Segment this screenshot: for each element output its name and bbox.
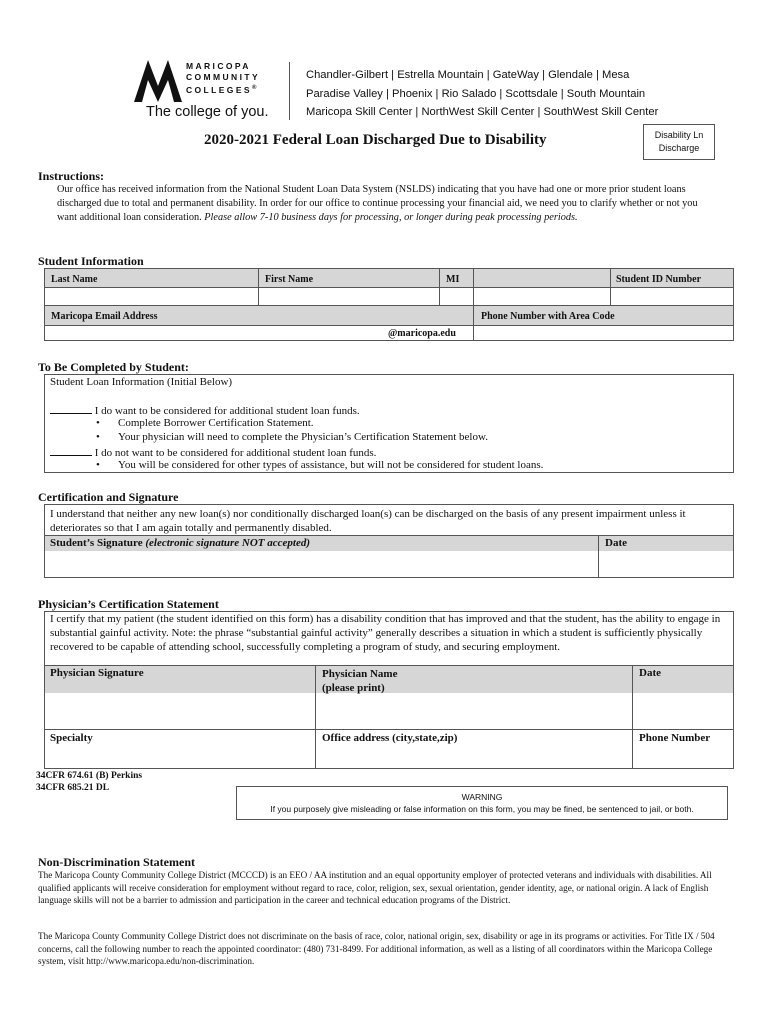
header-divider (289, 62, 290, 120)
student-date-label: Date (605, 537, 627, 549)
physician-name-input[interactable] (316, 694, 631, 728)
warning-text: If you purposely give misleading or false information on this form, you may be fined, be sentenced to jail, or both. (270, 804, 694, 814)
bullet-physician-cert: • Your physician will need to complete the Physician’s Certification Statement below. (96, 431, 488, 443)
nondiscrimination-para2: The Maricopa County Community College District does not discriminate on the basis of race, color, national origin, sex, disability or age in its programs or activities. For Title IX / 504 concerns, call the following number to reach the appointed coordinator: (480) 731-8499. For additional information, as well as a listing of all coordinators within the Maricopa College system, visit http://www.maricopa.edu/non-discrimination. (38, 931, 715, 966)
last-name-label: Last Name (51, 274, 98, 285)
phone-input[interactable] (474, 326, 733, 340)
logo (132, 54, 282, 124)
cfr-references: 34CFR 674.61 (B) Perkins 34CFR 685.21 DL (36, 771, 143, 793)
instructions-heading: Instructions: (38, 169, 105, 183)
form-code-box: Disability Ln Discharge (643, 124, 715, 160)
student-id-label: Student ID Number (616, 274, 702, 285)
physician-name-label: Physician Name (please print) (322, 668, 398, 694)
first-name-label: First Name (265, 274, 314, 285)
logo-tagline: The college of you. (146, 104, 269, 120)
physician-heading: Physician’s Certification Statement (38, 597, 219, 611)
warning-title: WARNING (461, 792, 503, 802)
office-address-input[interactable] (316, 747, 631, 768)
student-loan-subheading: Student Loan Information (Initial Below) (50, 376, 233, 388)
physician-phone-input[interactable] (633, 747, 733, 768)
office-address-label: Office address (city,state,zip) (322, 732, 458, 744)
last-name-input[interactable] (45, 288, 257, 304)
option-want-loans: I do want to be considered for additional student loan funds. (50, 403, 360, 417)
bullet-other-assistance: • You will be considered for other types of assistance, but will not be considered for student loans. (96, 459, 543, 471)
mi-input[interactable] (440, 288, 472, 304)
initial-want-loans-input[interactable] (50, 403, 92, 414)
phone-number-label: Phone Number (639, 732, 711, 744)
physician-signature-label: Physician Signature (50, 667, 144, 679)
warning-box (236, 786, 728, 820)
student-signature-label: Student’s Signature (electronic signature NOT accepted) (50, 537, 311, 549)
physician-date-input[interactable] (633, 694, 733, 728)
specialty-input[interactable] (45, 747, 314, 768)
option-not-want-loans: I do not want to be considered for additional student loan funds. (50, 445, 376, 459)
mi-label: MI (446, 274, 460, 285)
instructions-text: Our office has received information from the National Student Loan Data System (NSLDS) indicating that you have had one or more prior student loans discharged due to total and permanent disability. In order for our office to continue processing your financial aid, we need you to clarify whether or not you want additional loan consideration. Please allow 7-10 business days for processing, or longer during peak processing periods. (57, 184, 698, 223)
nondiscrimination-para1: The Maricopa County Community College District (MCCCD) is an EEO / AA institution and an equal opportunity employer of protected veterans and individuals with disabilities. All qualified applicants will receive consideration for employment without regard to race, color, religion, sex, sexual orientation, gender identity, age, or national origin. A lack of English language skills will not be a barrier to admission and participation in the career and technical education programs of the District. (38, 870, 712, 905)
email-suffix: @maricopa.edu (388, 328, 456, 339)
bullet-borrower-cert: • Complete Borrower Certification Statement. (96, 417, 314, 429)
college-list: Chandler-Gilbert | Estrella Mountain | GateWay | Glendale | Mesa Paradise Valley | Phoenix | Rio Salado | Scottsdale | South Mountain Maricopa Skill Center | NorthWest Skill Center | SouthWest Skill Center (306, 69, 659, 118)
physician-date-label: Date (639, 667, 661, 679)
page-title: 2020-2021 Federal Loan Discharged Due to Disability (204, 132, 547, 148)
physician-text: I certify that my patient (the student identified on this form) has a disability condition that has improved and that the student, has the ability to engage in substantial gainful activity. Note: the phrase “substantial gainful activity” generally describes a situation in which a student is sufficiently physically recovered to be capable of attending school, successfully completing a program of study, and securing employment. (50, 613, 721, 653)
student-date-input[interactable] (599, 552, 733, 577)
email-input[interactable] (45, 326, 385, 340)
maricopa-mountain-logo-icon (134, 56, 182, 104)
first-name-input[interactable] (259, 288, 438, 304)
student-info-heading: Student Information (38, 254, 144, 268)
logo-wordmark: MARICOPA COMMUNITY COLLEGES® (186, 61, 261, 95)
initial-not-want-loans-input[interactable] (50, 445, 92, 456)
certification-heading: Certification and Signature (38, 490, 179, 504)
physician-signature-input[interactable] (45, 694, 314, 728)
student-section-heading: To Be Completed by Student: (38, 360, 189, 374)
student-signature-input[interactable] (45, 552, 597, 577)
specialty-label: Specialty (50, 732, 93, 744)
phone-label: Phone Number with Area Code (481, 311, 615, 322)
certification-text: I understand that neither any new loan(s) nor conditionally discharged loan(s) can be discharged on the basis of any present impairment unless it deteriorates so that I am again totally and permanently disabled. (50, 508, 686, 534)
email-label: Maricopa Email Address (51, 311, 158, 322)
nondiscrimination-heading: Non-Discrimination Statement (38, 855, 195, 869)
student-id-input[interactable] (611, 288, 733, 304)
